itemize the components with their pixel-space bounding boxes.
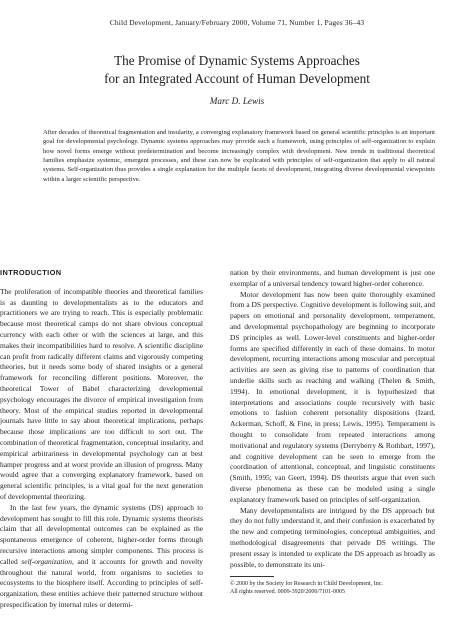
right-column [230,268,435,570]
developmentalists-paragraph: Many developmentalists are intrigued by the DS approach but they do not fully understand it, and their confusion is exacerbated by the new and competing terminologies, conceptual ambiguities, and methodological disagreements that pervade DS writings. The present essay is intended to explicate the DS approach as broadly as possible, to demonstrate its uni- [230,505,435,569]
article-title-line-2: for an Integrated Account of Human Development [104,70,370,86]
self-organization-term: self-organization [21,556,72,566]
copyright-footnote [230,580,435,596]
intro-paragraph-1: The proliferation of incompatible theories and theoretical families is as daunting to developmentalists as to the educators and practitioners we are trying to reach. This is especially problematic because most theoretical camps do not share obvious conceptual currency with each other or with the sciences at large, and this makes their incompatibilities hard to resolve. A scientific discipline can profit from radically different claims and vigorously competing theories, but it needs some body of shared insights or a general framework for reconciling different positions. Moreover, the theoretical Tower of Babel characterizing developmental psychology encourages the divorce of empirical investigation from theory. Most of the empirical studies reported in developmental journals have little to say about theoretical implications, perhaps because those implications are too difficult to sort out. The combination of theoretical fragmentation, conceptual insularity, and empirical arbitrariness in developmental psychology can at best hamper progress and at worst provide an illusion of progress. Many would agree that a converging explanatory framework, based on general scientific principles, is a vital goal for the next generation of developmental theorizing. [0,286,203,501]
article-title-line-1: The Promise of Dynamic Systems Approaches [114,53,360,68]
left-column [0,268,203,611]
article-author: Marc D. Lewis [209,96,265,106]
journal-citation-header: Child Development, January/February 2000, Volume 71, Number 1, Pages 36–43 [109,18,365,27]
footnote-divider [230,576,274,577]
intro-paragraph-2-text-a: In the last few years, the dynamic systems (DS) approach to development has sought to fill this role. Dynamic systems theorists claim that all developmental outcomes can be explained as the spontaneous emergence of coherent, higher-order forms through recursive interactions among simpler components. This process is called [0,502,203,566]
article-title [0,52,474,87]
abstract: After decades of theoretical fragmentation and insularity, a converging explanatory framework based on general scientific principles is an important goal for developmental psychology. Dynamic systems approaches may provide such a framework, using principles of self-organization to explain how novel forms emerge without predetermination and become increasingly complex with development. New trends in traditional theoretical families emphasize systemic, emergent processes, and these can now be explicated with principles of self-organization that apply to all natural systems. Self-organization thus provides a single explanation for the multiple facets of development, integrating diverse developmental viewpoints within a larger scientific perspective. [43,129,435,183]
intro-paragraph-2-text-b: , and it accounts for growth and novelty throughout the natural world, from organisms to societies to ecosystems to the biosphere itself. According to principles of self-organization, these entities achieve their patterned structure without prespecification by internal rules or determi- [0,556,203,609]
intro-paragraph-2 [0,503,203,611]
section-heading-introduction: INTRODUCTION [0,268,62,277]
motor-development-paragraph: Motor development has now been quite thoroughly examined from a DS perspective. Cognitive development is following suit, and papers on emotional and personality development, temperament, and developmental psychopathology are beginning to incorporate DS principles as well. Lower-level constituents and higher-order forms are specified differently in each of these domains. In motor development, recurring interactions among muscular and perceptual activities are seen as giving rise to patterns of coordination that underlie skills such as reaching and walking (Thelen & Smith, 1994). In emotional development, it is hypothesized that interpretations and associations couple recursively with basic emotions to fashion coherent personality dispositions (Izard, Ackerman, Schoff, & Fine, in press; Lewis, 1995). Temperament is thought to consolidate from repeated interactions among motivational and regulatory systems (Derryberry & Rothbart, 1997), and cognitive development can be seen to emerge from the coordination of attentional, conceptual, and linguistic constituents (Smith, 1995; van Geert, 1994). DS theorists argue that even such diverse phenomena as these can be modeled using a single explanatory framework based on principles of self-organization. [230,289,435,504]
copyright-line: © 2000 by the Society for Research in Child Development, Inc. [230,581,383,587]
rights-line: All rights reserved. 0009-3920/2000/7101-0005 [230,589,345,596]
continued-paragraph: nation by their environments, and human development is just one exemplar of a universal tendency toward higher-order coherence. [230,268,435,288]
